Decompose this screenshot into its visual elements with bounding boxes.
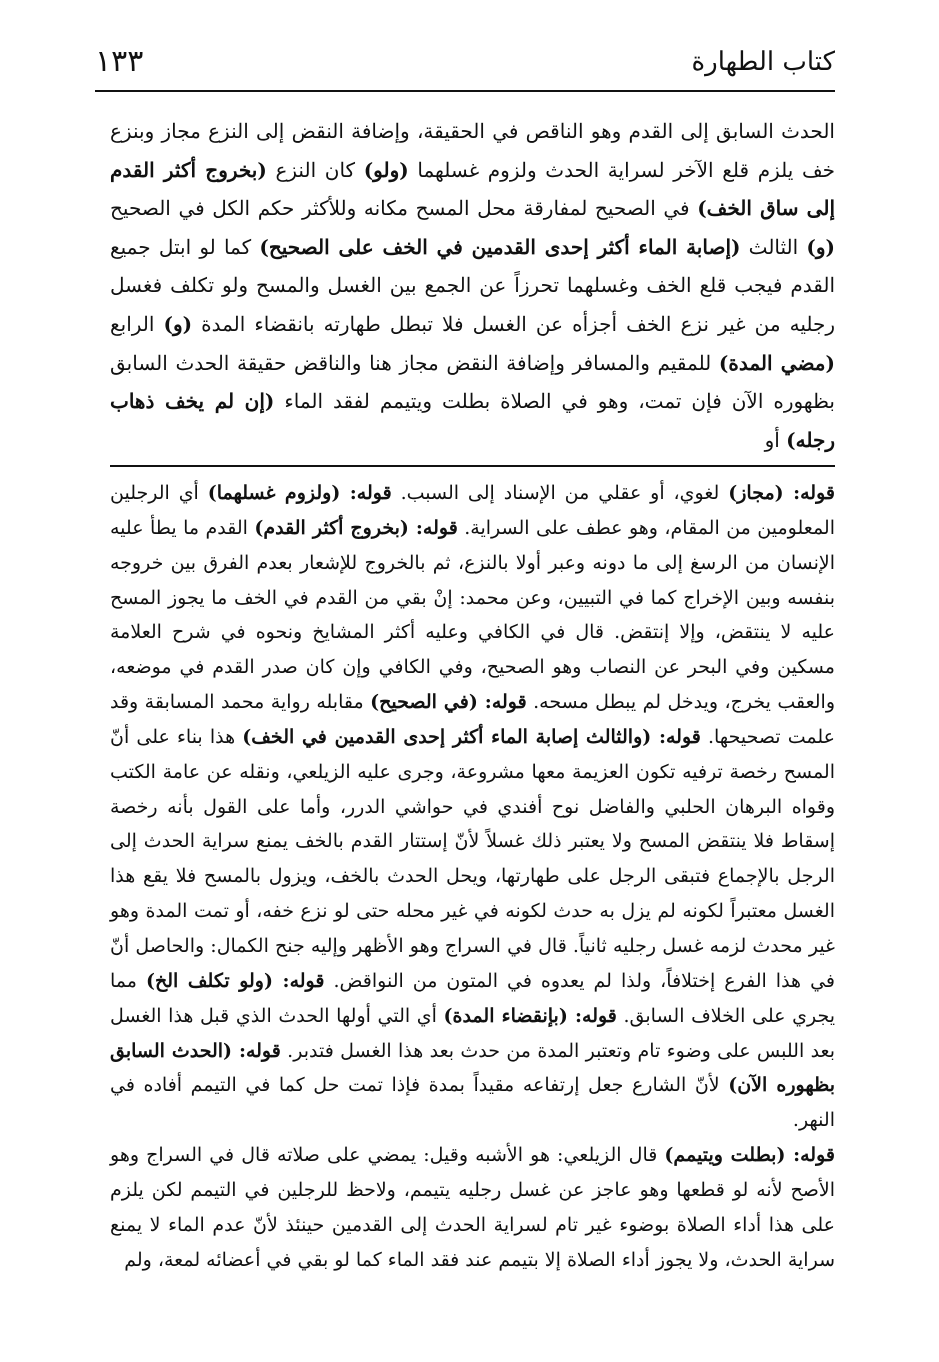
commentary-notes xyxy=(110,476,835,1277)
main-segment: للمقيم والمسافر وإضافة النقض مجاز هنا والناقض حقيقة الحدث السابق بظهوره الآن فإن تمت، وهو في الصلاة بطلت ويتيمم لفقد الماء xyxy=(110,350,835,414)
main-bold-segment: (و) xyxy=(163,311,193,336)
note-heading: قوله: (ولزوم غسلهما) xyxy=(207,482,392,504)
note-heading: قوله: (بإنقضاء المدة) xyxy=(443,1004,617,1027)
note-heading: قوله: (والثالث إصابة الماء أكثر إحدى القدمين في الخف) xyxy=(242,725,701,748)
main-bold-segment: (ولو) xyxy=(363,157,409,182)
note-segment: قال الزيلعي: هو الأشبه وقيل: يمضي على صلاته قال في السراج وهو الأصح لأنه لو قطعها وهو عاجز عن غسل رجليه يتيمم، ولاحظ للرجلين في التيمم لكن يلزم على هذا أداء الصلاة بوضوء غير تام لسراية الحدث إلى القدمين حينئذ لأنّ عدم الماء لا يمنع سراية الحدث، ولا يجوز أداء الصلاة إلا بتيمم عند فقد الماء كما لو بقي في أعضائه لمعة، ولم xyxy=(110,1144,835,1271)
note-segment: هذا بناء على أنّ المسح رخصة ترفيه تكون العزيمة معها مشروعة، وجرى عليه الزيلعي، ونقله عن عامة الكتب وقواه البرهان الحلبي والفاضل نوح أفندي في حواشي الدرر، وأما على القول بأنه رخصة إسقاط فلا ينتقض المسح ولا يعتبر ذلك غسلاً لأنّ إستتار القدم بالخف يمنع سراية الحدث إلى الرجل بالإجماع فتبقى الرجل على طهارتها، ويحل الحدث بالخف، ويزول بالمسح فلا يقع هذا الغسل معتبراً لكونه لم يزل به حدث لكونه في غير محله حتى لو نزع خفه، أو تمت المدة وهو غير محدث لزمه غسل رجليه ثانياً. قال في السراج وهو الأظهر وإليه جنح الكمال: والحاصل أنّ في هذا الفرع إختلافاً، ولذا لم يعدوه في المتون من النواقض. xyxy=(110,725,835,992)
main-segment: الرابع xyxy=(110,311,164,336)
note-heading: قوله: (مجاز) xyxy=(728,482,835,504)
main-segment: كما لو ابتل جميع القدم فيجب قلع الخف وغسلهما تحرزاً عن الجمع بين الغسل والمسح ولو تكلف فغسل رجليه من غير نزع الخف أجزأه عن الغسل فلا تبطل طهارته بانقضاء المدة xyxy=(110,234,835,336)
note-heading: قوله: (بخروج أكثر القدم) xyxy=(254,516,458,539)
note-segment: القدم ما يطأ عليه الإنسان من الرسغ إلى ما دونه وعبر أولا بالنزع، ثم بالخروج للإشعار بعدم الفرق بين خروجه بنفسه وبين الإخراج كما في التبيين، وعن محمد: إنْ بقي من القدم في الخف ما يجوز المسح عليه لا ينتقض، وإلا إنتقض. قال في الكافي وعليه أكثر المشايخ ونحوه في شرح العلامة مسكين وفي البحر عن النصاب وهو الصحيح، وفي الكافي وإن كان صدر القدم في موضعه، والعقب يخرج، ويدخل لم يبطل مسحه. xyxy=(110,516,835,714)
main-segment: الثالث xyxy=(740,234,807,259)
note-segment: أي الرجلين المعلومين من المقام، وهو عطف على السراية. xyxy=(110,482,835,539)
main-bold-segment: (بخروج أكثر القدم إلى ساق الخف) xyxy=(110,157,835,221)
note-paragraph xyxy=(110,476,835,1138)
note-heading: قوله: (في الصحيح) xyxy=(370,691,527,714)
note-segment: لغوي، أو عقلي من الإسناد إلى السبب. xyxy=(391,482,729,504)
main-segment: كان النزع xyxy=(266,157,364,182)
page-number: ١٣٣ xyxy=(95,44,144,79)
page-header xyxy=(95,40,835,92)
main-segment: في الصحيح لمفارقة محل المسح مكانه وللأكثر حكم الكل في الصحيح xyxy=(110,196,698,221)
main-bold-segment: (إن لم يخف ذهاب رجله) xyxy=(110,389,835,452)
main-segment: الحدث السابق إلى القدم وهو الناقص في الحقيقة، وإضافة النقض إلى النزع مجاز وبنزع خف يلزم قلع الآخر لسراية الحدث ولزوم غسلهما xyxy=(110,119,836,182)
main-text xyxy=(110,112,835,459)
note-segment: مما يجري على الخلاف السابق. xyxy=(110,969,835,1027)
main-segment: أو xyxy=(764,427,787,452)
note-heading: قوله: (بطلت ويتيمم) xyxy=(664,1144,835,1167)
note-segment: مقابله رواية محمد المسابقة وقد علمت تصحيحها. xyxy=(110,691,835,748)
main-bold-segment: (إصابة الماء أكثر إحدى القدمين في الخف على الصحيح) xyxy=(259,234,741,259)
note-heading: قوله: (الحدث السابق بظهوره الآن) xyxy=(110,1039,835,1097)
note-paragraph xyxy=(110,1138,835,1277)
book-title: كتاب الطهارة xyxy=(691,47,835,77)
note-segment: أي التي أولها الحدث الذي قبل هذا الغسل بعد اللبس على وضوء تام وتعتبر المدة من حدث بعد هذا الغسل فتدبر. xyxy=(110,1004,835,1062)
main-bold-segment: (مضي المدة) xyxy=(718,350,835,375)
main-paragraph xyxy=(110,112,835,459)
main-bold-segment: (و) xyxy=(806,234,835,259)
note-heading: قوله: (ولو تكلف الخ) xyxy=(145,969,325,992)
section-divider xyxy=(110,465,835,467)
note-segment: لأنّ الشارع جعل إرتفاعه مقيداً بمدة فإذا تمت حل كما في التيمم أفاده في النهر. xyxy=(110,1074,835,1132)
